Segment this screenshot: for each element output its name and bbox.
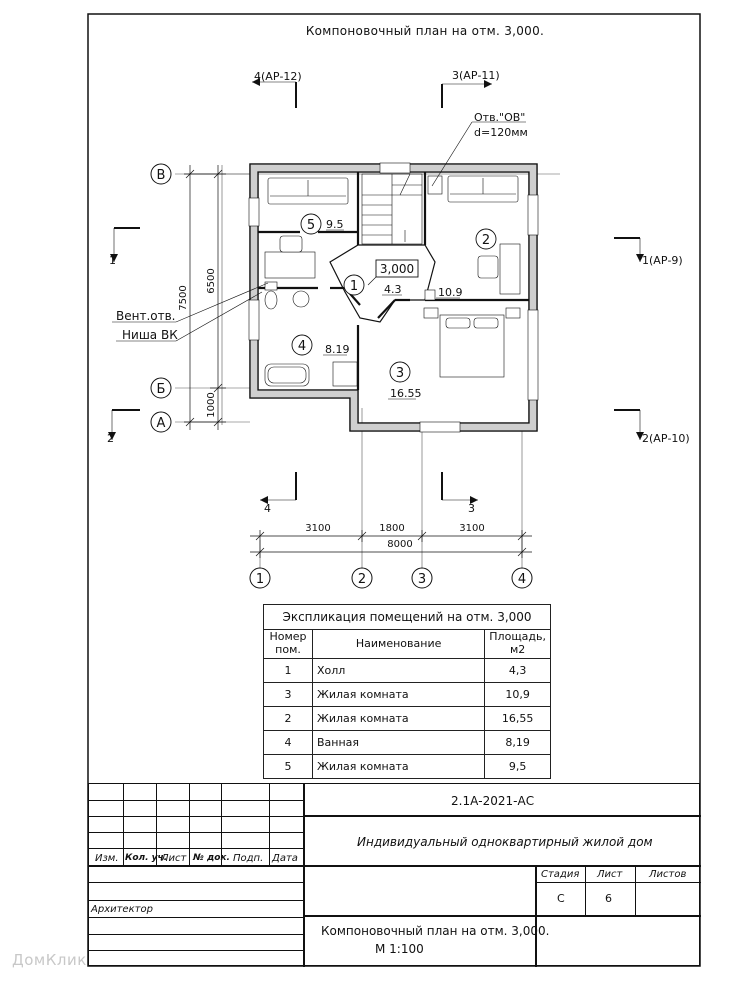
section-label-1-right: 1(АР-9) bbox=[642, 254, 683, 267]
svg-text:2: 2 bbox=[481, 233, 491, 248]
axis-bubble-col-2 bbox=[352, 568, 372, 588]
room-bubble-4 bbox=[292, 335, 350, 356]
row-name: Жилая комната bbox=[313, 683, 485, 707]
section-label-2-left: 2 bbox=[107, 432, 114, 445]
header-num: Номер пом. bbox=[264, 630, 313, 659]
svg-text:3: 3 bbox=[417, 572, 427, 587]
room-bubble-3 bbox=[388, 362, 422, 400]
row-num: 3 bbox=[264, 683, 313, 707]
row-num: 2 bbox=[264, 707, 313, 731]
row-name: Ванная bbox=[313, 731, 485, 755]
row-area: 16,55 bbox=[485, 707, 551, 731]
svg-text:8.19: 8.19 bbox=[325, 343, 350, 356]
dim-3100-left: 3100 bbox=[305, 523, 331, 534]
svg-text:3: 3 bbox=[395, 366, 405, 381]
col-kol-uch: Кол. уч. bbox=[125, 853, 168, 863]
section-label-4-bottom: 4 bbox=[264, 502, 271, 515]
section-label-4-top: 4(АР-12) bbox=[254, 70, 302, 83]
svg-text:9.5: 9.5 bbox=[326, 218, 344, 231]
dim-1800: 1800 bbox=[379, 523, 405, 534]
svg-text:1: 1 bbox=[349, 279, 359, 294]
table-row bbox=[264, 659, 551, 683]
svg-text:4.3: 4.3 bbox=[384, 283, 402, 296]
row-name: Жилая комната bbox=[313, 755, 485, 779]
col-podp: Подп. bbox=[233, 853, 264, 864]
sheets-label: Листов bbox=[649, 869, 687, 880]
section-label-2-right: 2(АР-10) bbox=[642, 432, 690, 445]
section-label-3-top: 3(АР-11) bbox=[452, 69, 500, 82]
row-area: 8,19 bbox=[485, 731, 551, 755]
stage-label: Стадия bbox=[541, 869, 580, 880]
room-bubble-1 bbox=[344, 275, 402, 296]
col-data: Дата bbox=[272, 853, 298, 864]
row-num: 4 bbox=[264, 731, 313, 755]
callout-niche: Ниша ВК bbox=[122, 328, 178, 342]
sheet-value: 6 bbox=[605, 892, 612, 905]
row-area: 10,9 bbox=[485, 683, 551, 707]
svg-text:5: 5 bbox=[306, 218, 316, 233]
dim-3100-right: 3100 bbox=[459, 523, 485, 534]
svg-text:4: 4 bbox=[517, 572, 527, 587]
axis-bubble-row-b bbox=[151, 378, 171, 398]
axis-bubble-col-1 bbox=[250, 568, 270, 588]
section-label-3-bottom: 3 bbox=[468, 502, 475, 515]
svg-text:А: А bbox=[156, 416, 166, 431]
col-list: Лист bbox=[161, 853, 187, 864]
axis-bubble-row-v bbox=[151, 164, 171, 184]
dim-7500: 7500 bbox=[178, 285, 189, 311]
axis-bubble-col-4 bbox=[512, 568, 532, 588]
svg-text:4: 4 bbox=[297, 339, 307, 354]
section-label-1-left: 1 bbox=[109, 254, 116, 267]
row-num: 5 bbox=[264, 755, 313, 779]
scale: М 1:100 bbox=[375, 942, 424, 956]
header-area: Площадь, м2 bbox=[485, 630, 551, 659]
row-name: Жилая комната bbox=[313, 707, 485, 731]
sheet-name: Компоновочный план на отм. 3,000. bbox=[321, 924, 550, 938]
stage-value: С bbox=[557, 892, 565, 905]
title-block bbox=[88, 783, 700, 966]
dim-8000: 8000 bbox=[387, 539, 413, 550]
vertical-dimensions bbox=[184, 165, 226, 430]
table-caption: Экспликация помещений на отм. 3,000 bbox=[264, 605, 551, 630]
row-area: 9,5 bbox=[485, 755, 551, 779]
staircase bbox=[362, 174, 422, 244]
callout-vent-label: Отв."ОВ" bbox=[474, 111, 526, 124]
row-name: Холл bbox=[313, 659, 485, 683]
svg-text:10.9: 10.9 bbox=[438, 286, 463, 299]
header-name: Наименование bbox=[313, 630, 485, 659]
room-explication-table bbox=[263, 604, 551, 779]
svg-text:В: В bbox=[156, 168, 166, 183]
row-num: 1 bbox=[264, 659, 313, 683]
project-code: 2.1А-2021-АС bbox=[451, 794, 535, 808]
svg-text:1: 1 bbox=[255, 572, 265, 587]
dim-1000: 1000 bbox=[206, 392, 217, 418]
sheet-label: Лист bbox=[597, 869, 623, 880]
architect-label: Архитектор bbox=[91, 904, 153, 915]
sheet-title: Компоновочный план на отм. 3,000. bbox=[305, 24, 545, 38]
table-row bbox=[264, 731, 551, 755]
level-mark bbox=[368, 260, 418, 285]
axis-bubble-row-a bbox=[151, 412, 171, 432]
dim-6500: 6500 bbox=[206, 268, 217, 294]
col-doc: № док. bbox=[193, 853, 230, 863]
watermark-logo: ДомКлик bbox=[12, 951, 87, 969]
table-row bbox=[264, 755, 551, 779]
col-izm: Изм. bbox=[95, 853, 119, 864]
project-name: Индивидуальный одноквартирный жилой дом bbox=[357, 835, 653, 849]
svg-text:Б: Б bbox=[156, 382, 166, 397]
callout-vent-hole: Вент.отв. bbox=[116, 309, 176, 323]
row-area: 4,3 bbox=[485, 659, 551, 683]
table-row bbox=[264, 683, 551, 707]
callout-vent-diameter: d=120мм bbox=[474, 126, 528, 139]
svg-text:3,000: 3,000 bbox=[379, 262, 415, 276]
svg-text:16.55: 16.55 bbox=[390, 387, 422, 400]
svg-text:2: 2 bbox=[357, 572, 367, 587]
section-markers bbox=[112, 82, 640, 500]
table-row bbox=[264, 707, 551, 731]
axis-bubble-col-3 bbox=[412, 568, 432, 588]
